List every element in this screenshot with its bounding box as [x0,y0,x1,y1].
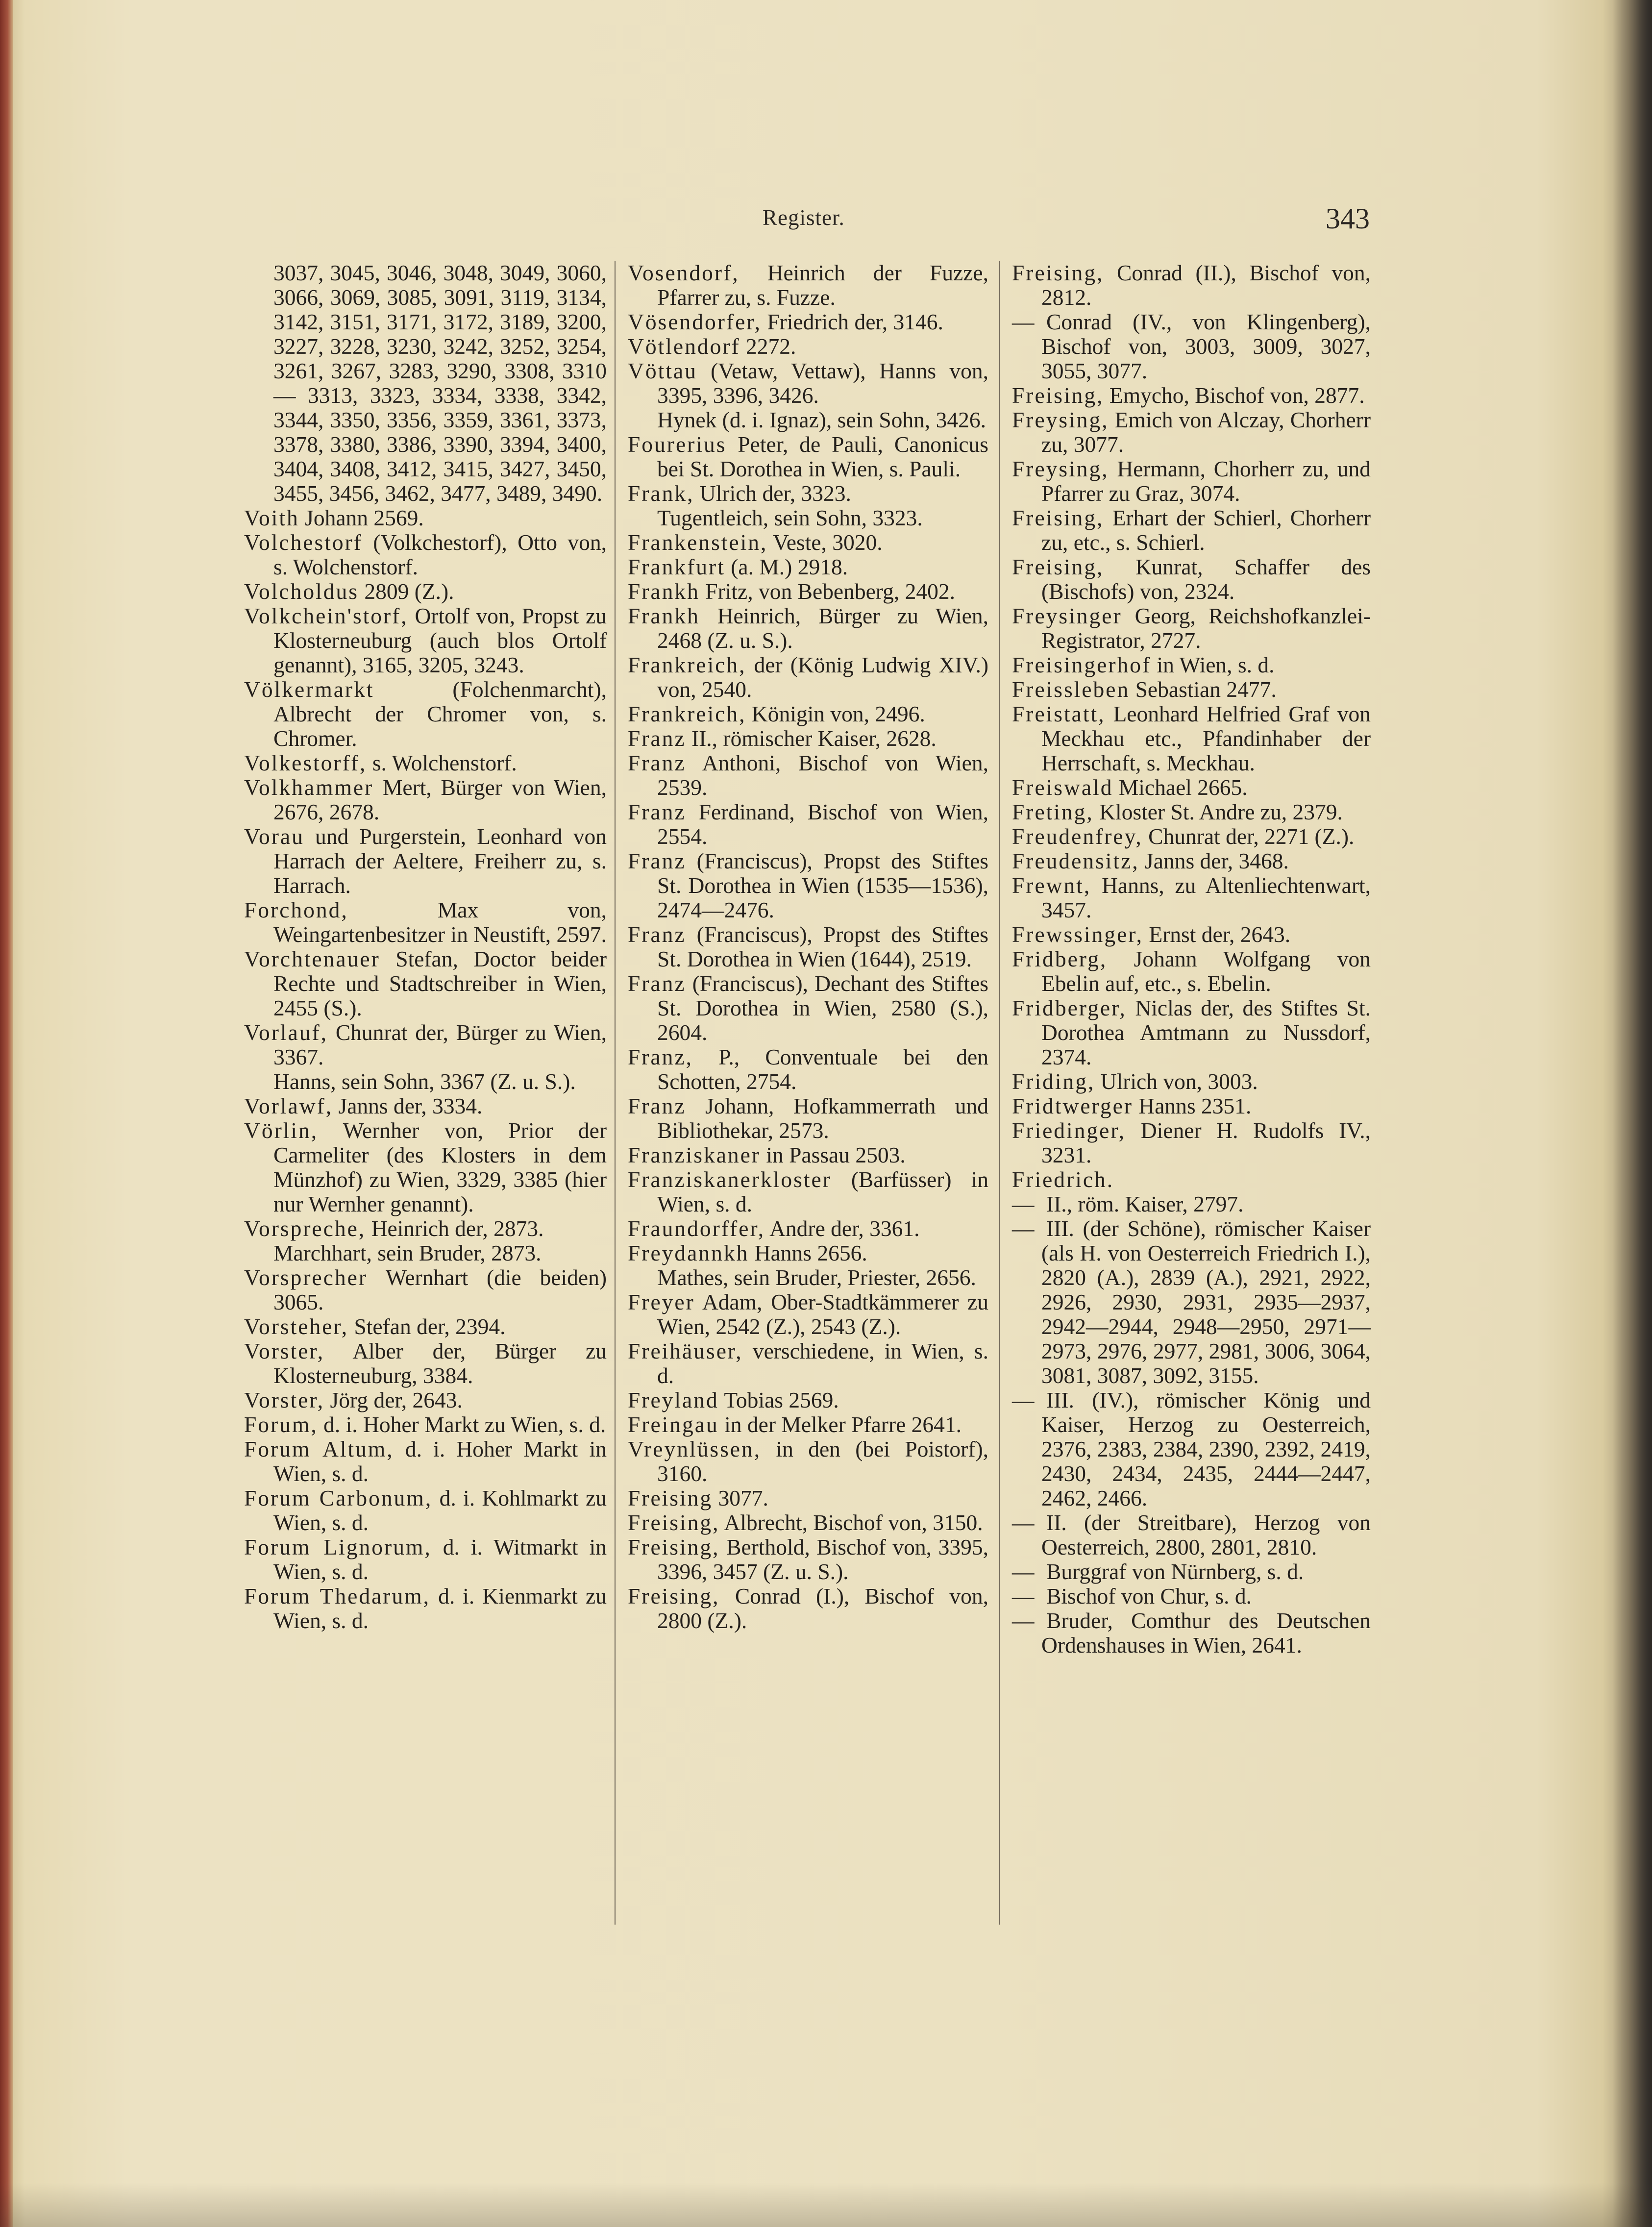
entry-headword: Franz [628,1093,686,1118]
running-title: Register. [763,205,845,230]
ditto-dash: — [1012,1608,1035,1633]
entry-text: (Barfüsser) in Wien, s. d. [657,1167,988,1216]
index-entry [1012,677,1371,702]
index-entry [628,432,988,481]
entry-headword: Volcholdus [244,579,359,604]
entry-headword: Freysing, [1012,456,1109,481]
entry-headword: Frankreich, [628,652,746,677]
entry-headword: Freudensitz, [1012,848,1139,873]
entry-headword: Freysinger [1012,603,1122,628]
index-entry [628,922,988,971]
entry-headword: Franziskanerkloster [628,1167,832,1192]
index-entry [1012,947,1371,996]
index-entry [628,604,988,653]
entry-headword: Vorster, [244,1387,325,1412]
entry-text: Kunrat, Schaffer des (Bischofs) von, 2324. [1041,554,1371,604]
entry-text: Tugentleich, sein Sohn, 3323. [657,505,923,530]
entry-headword: Forum Carbonum, [244,1485,433,1510]
entry-headword: Franz [628,848,686,873]
index-entry [628,359,988,408]
index-entry [628,1584,988,1633]
entry-text: (Vetaw, Vettaw), Hanns von, 3395, 3396, 3426. [657,358,988,408]
entry-text: Diener H. Rudolfs IV., 3231. [1041,1118,1371,1167]
entry-headword: Freysing, [1012,407,1109,432]
index-entry [244,775,607,824]
entry-headword: Friding, [1012,1069,1095,1094]
entry-headword: Freising, [1012,554,1104,579]
entry-headword: Vorster, [244,1338,325,1363]
entry-text: Ernst der, 2643. [1149,922,1291,947]
entry-headword: Vörlin, [244,1118,319,1143]
entry-headword: Franz [628,726,686,751]
index-entry [244,1437,607,1486]
index-entry [1012,702,1371,775]
index-entry [244,824,607,898]
entry-text: 2809 (Z.). [364,579,454,604]
entry-text: Max von, Weingartenbesitzer in Neustift, 2597. [273,897,607,947]
index-entry [244,1535,607,1584]
index-entry [628,506,988,530]
ditto-dash: — [1012,1191,1035,1216]
entry-text: Hynek (d. i. Ignaz), sein Sohn, 3426. [657,407,986,432]
entry-text: Johann 2569. [305,505,424,530]
entry-headword: Frankh [628,579,700,604]
ditto-dash: — [1012,309,1035,334]
index-entry [628,653,988,702]
index-entry [628,751,988,800]
entry-text: in den (bei Poistorf), 3160. [657,1436,988,1486]
index-entry [628,702,988,726]
entry-text: II., röm. Kaiser, 2797. [1046,1191,1244,1216]
entry-headword: Fridberg, [1012,946,1108,971]
index-entry [628,1486,988,1510]
entry-headword: Franz [628,922,686,947]
entry-headword: Volkchein'storf, [244,603,408,628]
entry-headword: Frewssinger, [1012,922,1143,947]
index-entry [244,751,607,775]
index-entry [628,261,988,310]
index-entry [628,1510,988,1535]
entry-text: Adam, Ober-Stadtkämmerer zu Wien, 2542 (Z.), 2543 (Z.). [657,1289,988,1339]
entry-text: Marchhart, sein Bruder, 2873. [273,1240,542,1265]
page-number: 343 [1326,202,1370,235]
entry-text: Hermann, Chorherr zu, und Pfarrer zu Graz, 3074. [1041,456,1371,506]
entry-text: Ulrich der, 3323. [699,481,851,506]
index-entry [1012,1584,1371,1608]
entry-text: (Franciscus), Dechant des Stiftes St. Dorothea in Wien, 2580 (S.), 2604. [657,971,989,1045]
entry-text: Fritz, von Bebenberg, 2402. [705,579,955,604]
index-entry [244,1388,607,1412]
index-entry [628,530,988,555]
entry-text: Niclas der, des Stiftes St. Dorothea Amtmann zu Nussdorf, 2374. [1041,995,1371,1069]
index-entry [628,579,988,604]
entry-text: Tobias 2569. [724,1387,839,1412]
entry-text: Wernhart (die beiden) 3065. [273,1265,607,1314]
index-entry [244,1314,607,1339]
entry-headword: Fridberger, [1012,995,1127,1020]
index-entry [1012,604,1371,653]
index-entry [244,530,607,579]
entry-headword: Vösendorfer, [628,309,762,334]
index-entry [1012,849,1371,873]
index-entry [628,1241,988,1265]
entry-text: Hanns 2351. [1138,1093,1252,1118]
entry-text: 2272. [746,334,796,359]
index-entry [1012,1388,1371,1510]
index-entry [628,1388,988,1412]
index-entry [1012,1608,1371,1658]
entry-headword: Forum, [244,1412,318,1437]
entry-headword: Freisingerhof [1012,652,1152,677]
index-entry [628,1094,988,1143]
index-entry [1012,1559,1371,1584]
index-entry [628,1167,988,1216]
entry-text: Wernher von, Prior der Carmeliter (des Klosters in dem Münzhof) zu Wien, 3329, 3385 (hier nur Wernher genannt). [273,1118,607,1216]
index-entry [244,1118,607,1216]
index-entry [628,1045,988,1094]
ditto-dash: — [1012,1216,1035,1241]
index-entry [628,408,988,432]
entry-text: d. i. Witmarkt in Wien, s. d. [273,1534,607,1584]
entry-headword: Vötlendorf [628,334,740,359]
entry-text: (Franciscus), Propst des Stiftes St. Dorothea in Wien (1535—1536), 2474—2476. [657,848,988,922]
index-entry [1012,800,1371,824]
entry-text: Ortolf von, Propst zu Klosterneuburg (auch blos Ortolf genannt), 3165, 3205, 3243. [273,603,607,677]
entry-text: Georg, Reichshofkanzlei-Registrator, 2727. [1041,603,1371,653]
book-spine-edge [0,0,13,2227]
entry-headword: Fridtwerger [1012,1093,1133,1118]
entry-text: Alber der, Bürger zu Klosterneuburg, 3384. [273,1338,607,1388]
entry-text: Sebastian 2477. [1135,677,1277,702]
entry-text: Johann, Hofkammerrath und Bibliothekar, 2573. [657,1093,989,1143]
entry-headword: Frank, [628,481,694,506]
index-entry [244,1216,607,1241]
index-entry [244,1020,607,1069]
index-entry [1012,383,1371,408]
entry-text: Königin von, 2496. [751,701,925,726]
entry-text: verschiedene, in Wien, s. d. [657,1338,988,1388]
entry-headword: Freissleben [1012,677,1130,702]
bottom-shadow [0,2183,1652,2227]
index-entry [1012,310,1371,383]
entry-headword: Voith [244,505,299,530]
index-entry [628,310,988,334]
entry-headword: Vorsteher, [244,1314,349,1339]
entry-text: Albrecht, Bischof von, 3150. [724,1510,983,1535]
entry-headword: Vreynlüssen, [628,1436,762,1461]
ditto-dash: — [1012,1559,1035,1584]
entry-text: Emich von Alczay, Chorherr zu, 3077. [1041,407,1371,457]
entry-headword: Volchestorf [244,530,363,555]
entry-text: P., Conventuale bei den Schotten, 2754. [657,1044,988,1094]
entry-text: d. i. Hoher Markt zu Wien, s. d. [323,1412,606,1437]
entry-headword: Freydannkh [628,1240,749,1265]
entry-headword: Freyland [628,1387,719,1412]
entry-headword: Vorspreche, [244,1216,366,1241]
entry-text: Janns der, 3334. [338,1093,483,1118]
index-entry [1012,1510,1371,1559]
entry-text: s. Wolchenstorf. [372,750,517,775]
entry-headword: Freihäuser, [628,1338,743,1363]
page-edge-shadow [1613,0,1652,2227]
index-entry [628,849,988,922]
entry-text: II., römischer Kaiser, 2628. [691,726,937,751]
entry-headword: Freyer [628,1289,695,1314]
entry-text: Chunrat der, Bürger zu Wien, 3367. [273,1020,607,1069]
entry-text: Erhart der Schierl, Chorherr zu, etc., s. Schierl. [1041,505,1371,555]
entry-text: Stefan der, 2394. [354,1314,506,1339]
index-entry [244,1486,607,1535]
entry-headword: Vöttau [628,358,697,383]
index-entry [1012,1167,1371,1192]
entry-text: Heinrich, Bürger zu Wien, 2468 (Z. u. S.). [657,603,988,653]
entry-headword: Freising [628,1485,713,1510]
entry-headword: Freudenfrey, [1012,824,1143,849]
entry-text: Hanns 2656. [754,1240,867,1265]
entry-headword: Franz [628,750,686,775]
entry-text: Peter, de Pauli, Canonicus bei St. Dorothea in Wien, s. Pauli. [657,432,989,481]
index-entry [1012,408,1371,457]
entry-text: d. i. Hoher Markt in Wien, s. d. [273,1436,607,1486]
entry-text: und Purgerstein, Leonhard von Harrach der Aeltere, Freiherr zu, s. Harrach. [273,824,607,898]
entry-headword: Freiswald [1012,775,1113,800]
index-entry [628,1143,988,1167]
entry-text: Janns der, 3468. [1145,848,1289,873]
entry-text: Berthold, Bischof von, 3395, 3396, 3457 (Z. u. S.). [657,1534,988,1584]
index-entry [1012,457,1371,506]
entry-headword: Freting, [1012,799,1094,824]
entry-headword: Frewnt, [1012,873,1091,898]
entry-headword: Vosendorf, [628,260,740,285]
entry-text: Conrad (II.), Bischof von, 2812. [1041,260,1371,310]
entry-headword: Vorlauf, [244,1020,328,1045]
index-entry [1012,922,1371,947]
entry-headword: Vorau [244,824,304,849]
index-entry [244,1094,607,1118]
entry-headword: Vorsprecher [244,1265,368,1290]
index-entry [628,1535,988,1584]
column-divider [615,261,616,1925]
entry-headword: Forum Lignorum, [244,1534,432,1559]
entry-text: Hanns, zu Altenliechtenwart, 3457. [1041,873,1371,922]
entry-headword: Freising, [628,1534,720,1559]
entry-headword: Volkestorff, [244,750,367,775]
index-entry [1012,1118,1371,1167]
entry-text: d. i. Kohlmarkt zu Wien, s. d. [273,1485,607,1535]
index-entry [244,1412,607,1437]
index-entry [1012,261,1371,310]
index-entry [244,1069,607,1094]
entry-headword: Vorlawf, [244,1093,333,1118]
entry-text: in Passau 2503. [766,1142,906,1167]
index-column-2 [628,261,988,1633]
index-entry [244,261,607,506]
entry-text: Michael 2665. [1118,775,1248,800]
entry-text: Bischof von Chur, s. d. [1046,1584,1252,1608]
entry-text: der (König Ludwig XIV.) von, 2540. [657,652,989,702]
index-entry [628,800,988,849]
entry-headword: Frankh [628,603,700,628]
entry-headword: Freising, [628,1510,720,1535]
ditto-dash: — [1012,1510,1035,1535]
entry-headword: Franziskaner [628,1142,761,1167]
entry-text: Anthoni, Bischof von Wien, 2539. [657,750,988,800]
entry-text: Mathes, sein Bruder, Priester, 2656. [657,1265,976,1290]
entry-headword: Frankenstein, [628,530,768,555]
index-entry [628,1339,988,1388]
entry-text: Hanns, sein Sohn, 3367 (Z. u. S.). [273,1069,576,1094]
index-entry [1012,1192,1371,1216]
entry-headword: Franz, [628,1044,693,1069]
entry-headword: Völkermarkt [244,677,374,702]
entry-text: Andre der, 3361. [769,1216,920,1241]
entry-text: Veste, 3020. [772,530,883,555]
index-entry [244,1241,607,1265]
entry-headword: Freingau [628,1412,719,1437]
index-entry [1012,555,1371,604]
index-entry [628,555,988,579]
entry-text: Bruder, Comthur des Deutschen Ordenshauses in Wien, 2641. [1041,1608,1371,1658]
index-entry [244,506,607,530]
entry-text: Emycho, Bischof von, 2877. [1109,383,1365,408]
index-entry [1012,506,1371,555]
entry-headword: Fraundorffer, [628,1216,765,1241]
entry-text: Conrad (I.), Bischof von, 2800 (Z.). [657,1584,989,1633]
index-entry [244,579,607,604]
entry-headword: Frankreich, [628,701,746,726]
entry-headword: Friedrich. [1012,1167,1114,1192]
entry-text: Friedrich der, 3146. [767,309,943,334]
entry-headword: Franz [628,799,686,824]
entry-text: Leonhard Helfried Graf von Meckhau etc., Pfandinhaber der Herrschaft, s. Meckhau. [1041,701,1371,775]
ditto-dash: — [1012,1387,1035,1412]
entry-headword: Fourerius [628,432,727,457]
entry-headword: Freising, [628,1584,720,1608]
index-column-3 [1012,261,1371,1658]
entry-headword: Vorchtenauer [244,946,380,971]
index-entry [1012,1094,1371,1118]
entry-text: Mert, Bürger von Wien, 2676, 2678. [273,775,607,824]
index-entry [244,1584,607,1633]
index-entry [244,1339,607,1388]
entry-text: Johann Wolfgang von Ebelin auf, etc., s. Ebelin. [1041,946,1371,996]
index-entry [628,726,988,751]
ditto-dash: — [1012,1584,1035,1608]
entry-headword: Friedinger, [1012,1118,1126,1143]
entry-text: Burggraf von Nürnberg, s. d. [1046,1559,1304,1584]
entry-headword: Freistatt, [1012,701,1106,726]
index-entry [1012,1216,1371,1388]
index-entry [1012,653,1371,677]
entry-text: (a. M.) 2918. [731,554,848,579]
index-entry [244,947,607,1020]
index-entry [1012,775,1371,800]
index-entry [1012,824,1371,849]
entry-text: 3037, 3045, 3046, 3048, 3049, 3060, 3066, 3069, 3085, 3091, 3119, 3134, 3142, 3151, 3171, 3172, 3189, 3200, 3227, 3228, 3230, 3242, 3252, 3254, 3261, 3267, 3283, 3290, 3308, 3310— 3313, 3323, 3334, 3338, 3342, 3344, 3350, 3356, 3359, 3361, 3373, 3378, 3380, 3386, 3390, 3394, 3400, 3404, 3408, 3412, 3415, 3427, 3450, 3455, 3456, 3462, 3477, 3489, 3490. [273,260,607,506]
index-entry [628,1412,988,1437]
entry-text: III. (der Schöne), römischer Kaiser (als H. von Oesterreich Friedrich I.), 2820 (A.), 2839 (A.), 2921, 2922, 2926, 2930, 2931, 2935—2937, 2942—2944, 2948—2950, 2971—2973, 2976, 2977, 2981, 3006, 3064, 3081, 3087, 3092, 3155. [1041,1216,1371,1388]
entry-headword: Franz [628,971,686,996]
entry-text: Heinrich der Fuzze, Pfarrer zu, s. Fuzze. [657,260,989,310]
entry-text: Ferdinand, Bischof von Wien, 2554. [657,799,989,849]
entry-text: (Volkchestorf), Otto von, s. Wolchenstorf. [273,530,607,579]
entry-text: in der Melker Pfarre 2641. [724,1412,962,1437]
entry-headword: Forchond, [244,897,348,922]
index-entry [1012,1069,1371,1094]
index-entry [628,1290,988,1339]
index-entry [244,677,607,751]
entry-text: Kloster St. Andre zu, 2379. [1099,799,1343,824]
entry-headword: Frankfurt [628,554,725,579]
entry-headword: Forum Thedarum, [244,1584,430,1608]
entry-text: Conrad (IV., von Klingenberg), Bischof von, 3003, 3009, 3027, 3055, 3077. [1041,309,1371,383]
entry-text: (Folchenmarcht), Albrecht der Chromer von, s. Chromer. [273,677,607,751]
entry-text: Ulrich von, 3003. [1100,1069,1258,1094]
entry-text: Jörg der, 2643. [330,1387,463,1412]
entry-text: in Wien, s. d. [1157,652,1275,677]
entry-text: d. i. Kienmarkt zu Wien, s. d. [273,1584,607,1633]
index-entry [244,898,607,947]
entry-text: (Franciscus), Propst des Stiftes St. Dorothea in Wien (1644), 2519. [657,922,988,971]
index-entry [628,334,988,359]
entry-headword: Freising, [1012,505,1104,530]
index-entry [628,1437,988,1486]
index-entry [244,604,607,677]
entry-text: Chunrat der, 2271 (Z.). [1148,824,1355,849]
entry-text: Heinrich der, 2873. [371,1216,544,1241]
index-column-1 [244,261,607,1633]
entry-text: Stefan, Doctor beider Rechte und Stadtschreiber in Wien, 2455 (S.). [273,946,607,1020]
column-divider [999,261,1000,1925]
index-entry [628,971,988,1045]
entry-text: 3077. [718,1485,768,1510]
entry-headword: Volkhammer [244,775,374,800]
entry-headword: Freising, [1012,260,1104,285]
index-entry [1012,873,1371,922]
entry-headword: Forum Altum, [244,1436,394,1461]
entry-text: II. (der Streitbare), Herzog von Oesterreich, 2800, 2801, 2810. [1041,1510,1371,1559]
index-entry [628,1265,988,1290]
entry-headword: Freising, [1012,383,1104,408]
index-entry [628,1216,988,1241]
index-entry [1012,996,1371,1069]
entry-text: III. (IV.), römischer König und Kaiser, Herzog zu Oesterreich, 2376, 2383, 2384, 2390, 2392, 2419, 2430, 2434, 2435, 2444—2447, 2462, 2466. [1041,1387,1371,1510]
index-entry [244,1265,607,1314]
index-entry [628,481,988,506]
